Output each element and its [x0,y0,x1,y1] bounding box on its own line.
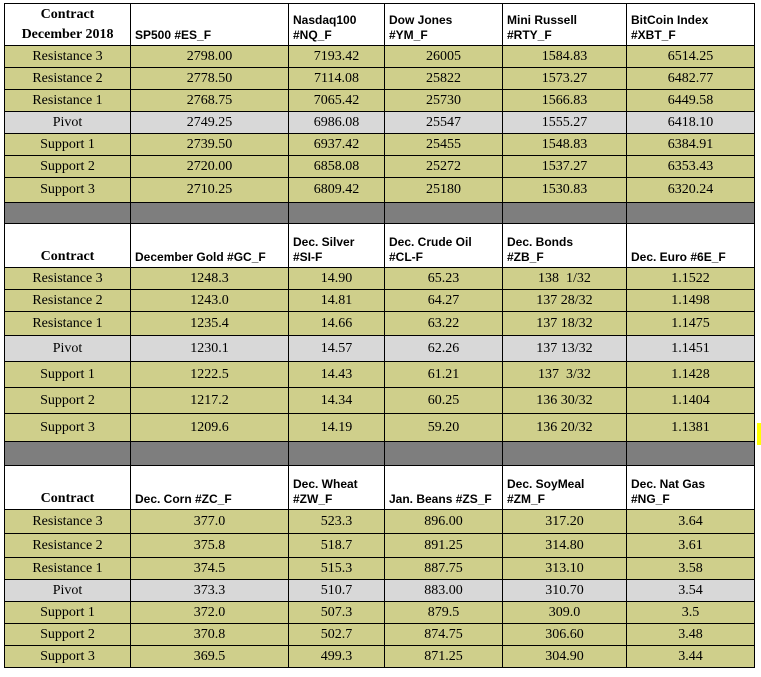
section-3-contract-header: Contract [5,466,131,510]
level-value: 1243.0 [131,290,289,312]
level-value: 510.7 [289,580,385,602]
level-value: 502.7 [289,624,385,646]
level-value: 1.1498 [627,290,755,312]
section-1-contract-header: Contract December 2018 [5,4,131,46]
level-value: 14.66 [289,312,385,336]
level-value: 1.1451 [627,336,755,362]
level-value: 6353.43 [627,156,755,178]
section-2-col-header: Dec. Bonds #ZB_F [503,224,627,268]
section-3-header-row [5,466,755,510]
level-value: 137 13/32 [503,336,627,362]
level-value: 6858.08 [289,156,385,178]
table-row [5,178,755,203]
level-value: 26005 [385,46,503,68]
level-value: 59.20 [385,414,503,442]
level-value: 63.22 [385,312,503,336]
separator-cell [131,442,289,466]
level-value: 1235.4 [131,312,289,336]
level-label: Resistance 2 [5,534,131,558]
level-label: Resistance 2 [5,290,131,312]
separator-cell [385,203,503,224]
level-label: Support 2 [5,156,131,178]
level-value: 136 30/32 [503,388,627,414]
level-value: 883.00 [385,580,503,602]
level-value: 2720.00 [131,156,289,178]
level-value: 3.44 [627,646,755,668]
level-value: 14.43 [289,362,385,388]
level-value: 3.5 [627,602,755,624]
separator-cell [289,442,385,466]
level-value: 25822 [385,68,503,90]
level-value: 2739.50 [131,134,289,156]
level-label: Resistance 3 [5,46,131,68]
level-value: 137 28/32 [503,290,627,312]
level-value: 1.1475 [627,312,755,336]
section-3-col-header: Dec. Corn #ZC_F [131,466,289,510]
level-value: 6449.58 [627,90,755,112]
level-value: 1.1381 [627,414,755,442]
pivot-row [5,336,755,362]
separator-cell [131,203,289,224]
level-value: 377.0 [131,510,289,534]
level-value: 1566.83 [503,90,627,112]
level-value: 14.34 [289,388,385,414]
level-value: 138 1/32 [503,268,627,290]
level-value: 1584.83 [503,46,627,68]
level-value: 14.90 [289,268,385,290]
level-value: 64.27 [385,290,503,312]
separator-cell [5,442,131,466]
level-value: 6986.08 [289,112,385,134]
level-value: 374.5 [131,558,289,580]
level-value: 61.21 [385,362,503,388]
level-value: 306.60 [503,624,627,646]
table-row [5,602,755,624]
level-value: 304.90 [503,646,627,668]
level-value: 373.3 [131,580,289,602]
level-value: 1209.6 [131,414,289,442]
level-label: Resistance 2 [5,68,131,90]
level-value: 1217.2 [131,388,289,414]
table-row [5,646,755,668]
level-value: 6320.24 [627,178,755,203]
level-value: 65.23 [385,268,503,290]
table-row [5,268,755,290]
table-row [5,558,755,580]
section-3-col-header: Dec. SoyMeal #ZM_F [503,466,627,510]
section-2-col-header: Dec. Crude Oil #CL-F [385,224,503,268]
level-value: 896.00 [385,510,503,534]
separator-cell [503,442,627,466]
level-value: 6418.10 [627,112,755,134]
level-value: 317.20 [503,510,627,534]
section-2-col-header: Dec. Euro #6E_F [627,224,755,268]
level-value: 1.1404 [627,388,755,414]
level-value: 313.10 [503,558,627,580]
level-label: Support 2 [5,388,131,414]
level-value: 7193.42 [289,46,385,68]
separator-cell [385,442,503,466]
section-2-col-header: Dec. Silver #SI-F [289,224,385,268]
level-label: Resistance 1 [5,558,131,580]
table-row [5,134,755,156]
section-1-header-row [5,4,755,46]
table-row [5,290,755,312]
level-value: 25547 [385,112,503,134]
section-1-col-header: BitCoin Index #XBT_F [627,4,755,46]
level-value: 6482.77 [627,68,755,90]
separator-cell [627,442,755,466]
table-row [5,68,755,90]
level-value: 137 3/32 [503,362,627,388]
level-value: 1222.5 [131,362,289,388]
level-value: 2710.25 [131,178,289,203]
level-value: 309.0 [503,602,627,624]
level-label: Pivot [5,580,131,602]
pivot-levels-table [4,3,755,668]
section-1-col-header: SP500 #ES_F [131,4,289,46]
table-row [5,388,755,414]
level-value: 1548.83 [503,134,627,156]
level-value: 1230.1 [131,336,289,362]
table-row [5,534,755,558]
level-value: 507.3 [289,602,385,624]
level-value: 2768.75 [131,90,289,112]
pivot-row [5,112,755,134]
section-2-contract-header: Contract [5,224,131,268]
level-label: Resistance 1 [5,312,131,336]
level-value: 1.1428 [627,362,755,388]
level-label: Support 1 [5,134,131,156]
level-value: 1530.83 [503,178,627,203]
table-row [5,312,755,336]
section-3-col-header: Dec. Nat Gas #NG_F [627,466,755,510]
level-value: 136 20/32 [503,414,627,442]
section-2-header-row [5,224,755,268]
level-value: 25180 [385,178,503,203]
level-value: 2749.25 [131,112,289,134]
level-value: 523.3 [289,510,385,534]
separator-cell [503,203,627,224]
level-value: 3.64 [627,510,755,534]
section-1-col-header: Mini Russell #RTY_F [503,4,627,46]
level-value: 3.58 [627,558,755,580]
table-row [5,156,755,178]
level-value: 310.70 [503,580,627,602]
section-1-col-header: Nasdaq100 #NQ_F [289,4,385,46]
level-value: 137 18/32 [503,312,627,336]
section-3-col-header: Jan. Beans #ZS_F [385,466,503,510]
level-value: 7065.42 [289,90,385,112]
level-label: Support 3 [5,178,131,203]
level-label: Support 3 [5,646,131,668]
level-value: 515.3 [289,558,385,580]
level-value: 3.48 [627,624,755,646]
level-label: Support 2 [5,624,131,646]
level-label: Pivot [5,336,131,362]
level-value: 1555.27 [503,112,627,134]
separator-cell [627,203,755,224]
level-value: 871.25 [385,646,503,668]
level-label: Support 1 [5,602,131,624]
level-value: 3.54 [627,580,755,602]
level-value: 6937.42 [289,134,385,156]
table-row [5,624,755,646]
section-1-col-header: Dow Jones #YM_F [385,4,503,46]
separator-cell [5,203,131,224]
level-value: 375.8 [131,534,289,558]
level-value: 2778.50 [131,68,289,90]
level-value: 6514.25 [627,46,755,68]
table-row [5,414,755,442]
level-label: Support 3 [5,414,131,442]
level-value: 14.81 [289,290,385,312]
level-label: Resistance 3 [5,268,131,290]
table-row [5,362,755,388]
level-value: 25730 [385,90,503,112]
level-value: 1.1522 [627,268,755,290]
table-row [5,46,755,68]
level-value: 879.5 [385,602,503,624]
cell-highlight-edge [757,423,761,445]
table-row [5,90,755,112]
pivot-row [5,580,755,602]
level-value: 25272 [385,156,503,178]
level-value: 60.25 [385,388,503,414]
level-value: 891.25 [385,534,503,558]
level-value: 62.26 [385,336,503,362]
level-value: 25455 [385,134,503,156]
level-value: 7114.08 [289,68,385,90]
level-value: 14.57 [289,336,385,362]
level-value: 369.5 [131,646,289,668]
level-value: 499.3 [289,646,385,668]
level-value: 1537.27 [503,156,627,178]
section-2-col-header: December Gold #GC_F [131,224,289,268]
level-value: 2798.00 [131,46,289,68]
level-label: Resistance 1 [5,90,131,112]
level-value: 14.19 [289,414,385,442]
level-value: 874.75 [385,624,503,646]
level-value: 887.75 [385,558,503,580]
level-label: Support 1 [5,362,131,388]
separator-cell [289,203,385,224]
level-value: 1573.27 [503,68,627,90]
level-value: 3.61 [627,534,755,558]
section-separator [5,442,755,466]
level-value: 6809.42 [289,178,385,203]
section-3-col-header: Dec. Wheat #ZW_F [289,466,385,510]
level-label: Pivot [5,112,131,134]
level-label: Resistance 3 [5,510,131,534]
level-value: 1248.3 [131,268,289,290]
level-value: 372.0 [131,602,289,624]
table-row [5,510,755,534]
level-value: 370.8 [131,624,289,646]
level-value: 6384.91 [627,134,755,156]
section-separator [5,203,755,224]
level-value: 518.7 [289,534,385,558]
level-value: 314.80 [503,534,627,558]
